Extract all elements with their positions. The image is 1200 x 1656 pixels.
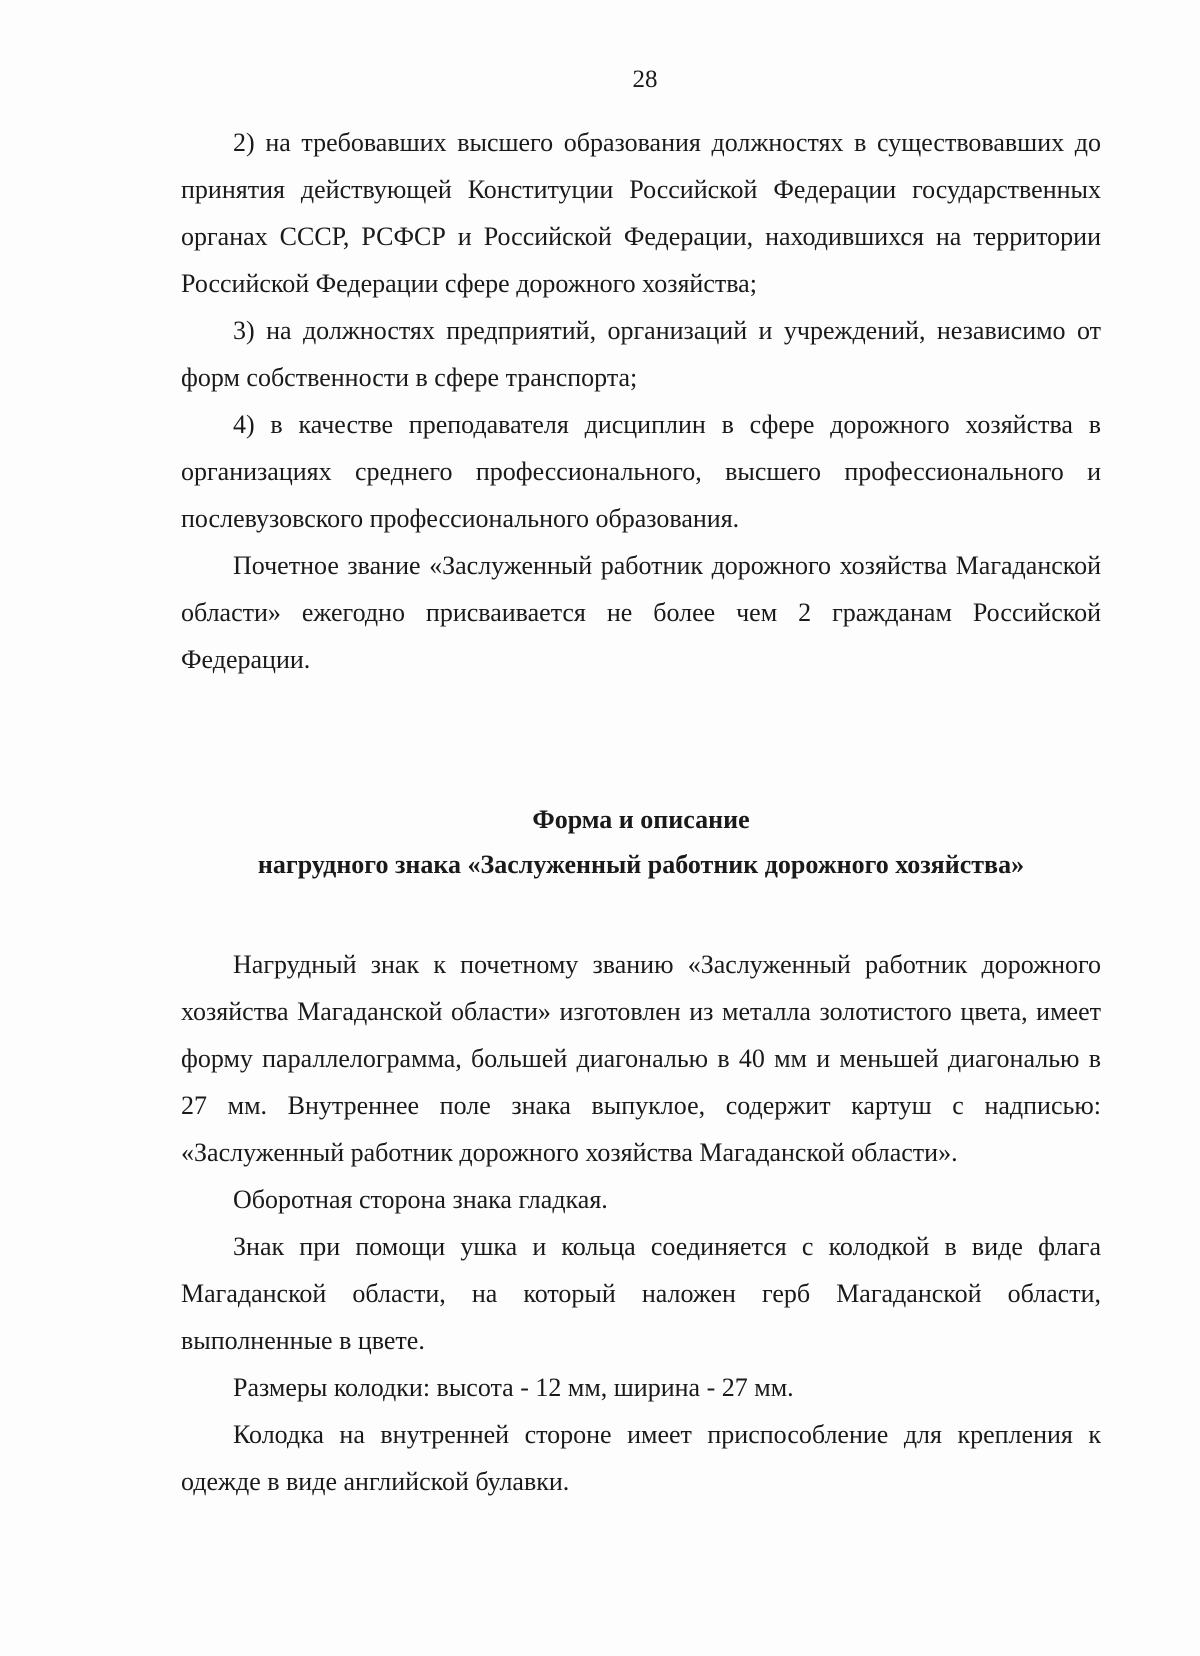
paragraph-reverse-side: Оборотная сторона знака гладкая. — [233, 1185, 608, 1214]
paragraph-block-attachment: Знак при помощи ушка и кольца соединяется с колодкой в виде флага Магаданской области, на который наложен герб Магаданской области, выполненные в цвете. — [181, 1232, 1101, 1355]
paragraph-title-award-limit: Почетное звание «Заслуженный работник дорожного хозяйства Магаданской области» ежегодно присваивается не более чем 2 гражданам Российской Федерации. — [181, 551, 1101, 674]
paragraph-item-4: 4) в качестве преподавателя дисциплин в сфере дорожного хозяйства в организациях среднего профессионального, высшего профессионального и послевузовского профессионального образования. — [181, 410, 1101, 533]
badge-description — [181, 941, 1101, 1505]
paragraph-item-2: 2) на требовавших высшего образования должностях в существовавших до принятия действующей Конституции Российской Федерации государственных органах СССР, РСФСР и Российской Федерации, находившихся на территории Российской Федерации сфере дорожного хозяйства; — [181, 128, 1101, 298]
paragraph-block-dimensions: Размеры колодки: высота - 12 мм, ширина - 27 мм. — [233, 1373, 794, 1402]
section-heading — [181, 797, 1101, 887]
paragraph-badge-material: Нагрудный знак к почетному званию «Заслуженный работник дорожного хозяйства Магаданской области» изготовлен из металла золотистого цвета, имеет форму параллелограмма, большей диагональю в 40 мм и меньшей диагональю в 27 мм. Внутреннее поле знака выпуклое, содержит картуш с надписью: «Заслуженный работник дорожного хозяйства Магаданской области». — [181, 950, 1101, 1167]
page-number: 28 — [632, 66, 658, 93]
qualification-list — [181, 119, 1101, 683]
paragraph-item-3: 3) на должностях предприятий, организаций и учреждений, независимо от форм собственности в сфере транспорта; — [181, 316, 1101, 392]
paragraph-pin-fastener: Колодка на внутренней стороне имеет приспособление для крепления к одежде в виде английской булавки. — [181, 1420, 1101, 1496]
section-heading-line-1: Форма и описание — [532, 805, 750, 834]
section-heading-line-2: нагрудного знака «Заслуженный работник дорожного хозяйства» — [257, 850, 1025, 879]
